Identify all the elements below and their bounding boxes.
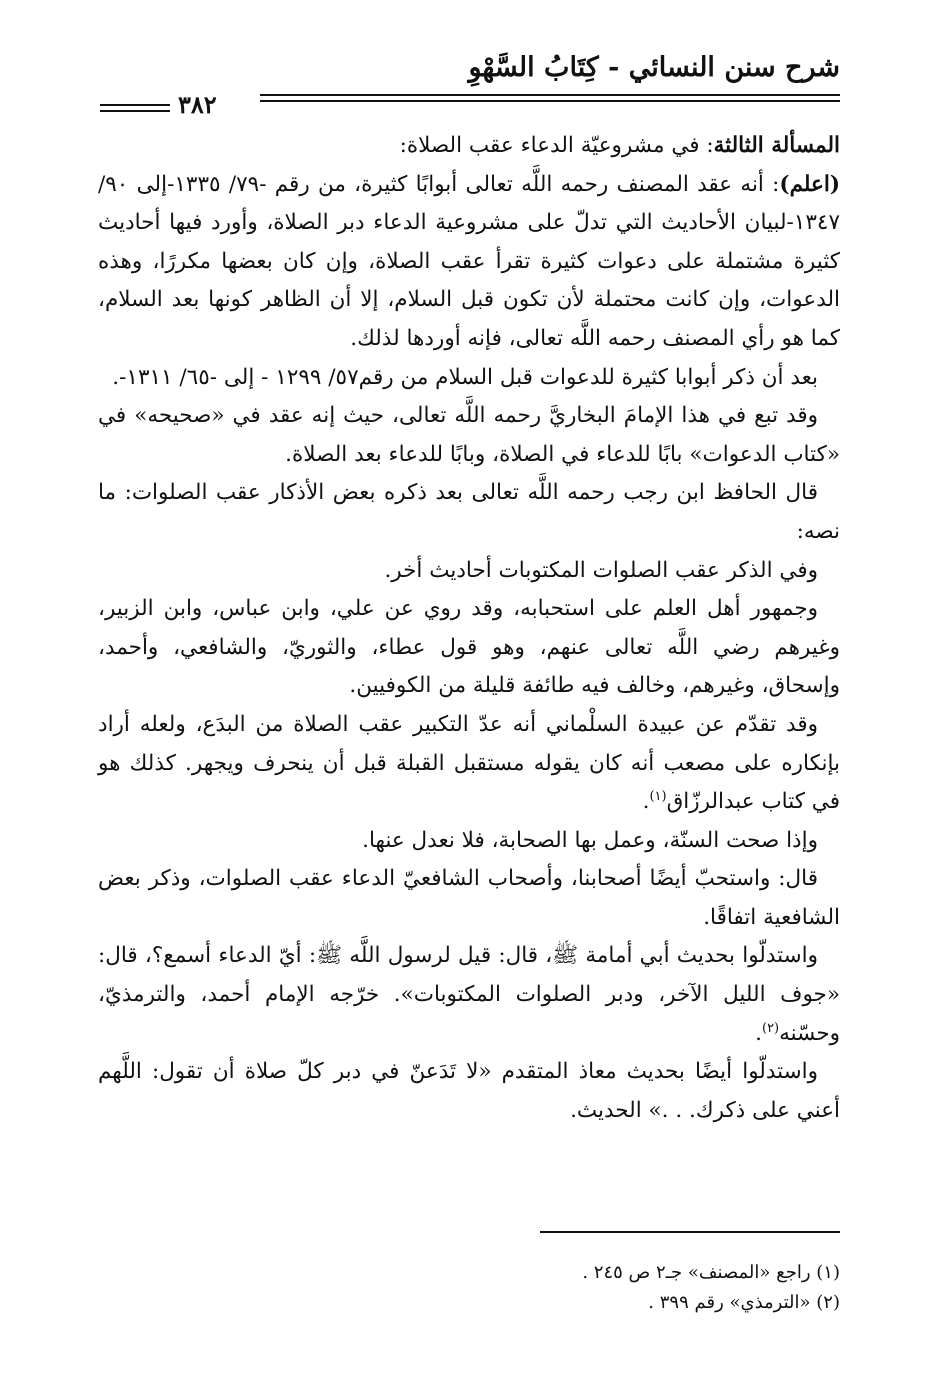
page-header — [100, 52, 840, 122]
footnote-ref-2[interactable]: (٢) — [761, 1020, 780, 1036]
paragraph: وفي الذكر عقب الصلوات المكتوبات أحاديث أخر. — [384, 557, 818, 583]
paragraph: قال الحافظ ابن رجب رحمه اللَّه تعالى بعد ذكره بعض الأذكار عقب الصلوات: ما نصه: — [98, 480, 840, 544]
footnote-2: (٢) «الترمذي» رقم ٣٩٩ . — [648, 1292, 840, 1313]
footnotes — [100, 1258, 840, 1318]
issue-heading: المسألة الثالثة — [713, 133, 840, 158]
running-title: شرح سنن النسائي - كِتَابُ السَّهْوِ — [468, 52, 840, 83]
page-number: ٣٨٢ — [178, 90, 217, 119]
paragraph-issue-heading — [98, 127, 840, 166]
know-text: : أنه عقد المصنف رحمه اللَّه تعالى أبوابًا كثيرة، من رقم -٧٩/ ١٣٣٥-إلى ٩٠/ ١٣٤٧-لبيان الأحاديث التي تدلّ على مشروعية الدعاء دبر الصلاة، وأورد فيها أحاديث كثيرة مشتملة على دعوات كثيرة تقرأ عقب الصلاة، وإن كان بعضها مكررًا، وهذه الدعوات، وإن كانت محتملة لأن تكون قبل السلام، إلا أن الظاهر كونها بعد السلام، كما هو رأي المصنف رحمه اللَّه تعالى، فإنه أوردها لذلك. — [98, 171, 840, 351]
main-text — [98, 127, 840, 1130]
paragraph-text: وقد تقدّم عن عبيدة السلْماني أنه عدّ التكبير عقب الصلاة من البدَع، ولعله أراد بإنكاره على مصعب أنه كان يقوله مستقبل القبلة قبل أن ينحرف ويجهر. كذلك هو في كتاب عبدالرزّاق — [98, 711, 840, 815]
paragraph-know — [98, 166, 840, 359]
paragraph: وإذا صحت السنّة، وعمل بها الصحابة، فلا نعدل عنها. — [362, 827, 818, 853]
footnote-1: (١) راجع «المصنف» جـ٢ ص ٢٤٥ . — [582, 1262, 840, 1283]
paragraph: بعد أن ذكر أبوابا كثيرة للدعوات قبل السلام من رقم٥٧/ ١٢٩٩ - إلى -٦٥/ ١٣١١-. — [112, 364, 818, 390]
paragraph: واستدلّوا أيضًا بحديث معاذ المتقدم «لا تَدَعنّ في دبر كلّ صلاة أن تقول: اللَّهم أعني على ذكرك. . .» الحديث. — [98, 1059, 840, 1123]
know-label: (اعلم) — [779, 171, 840, 197]
paragraph — [98, 706, 840, 822]
header-rule — [100, 92, 840, 118]
footnote-separator — [540, 1231, 840, 1233]
issue-heading-text: : في مشروعيّة الدعاء عقب الصلاة: — [399, 133, 714, 158]
header-double-rule — [260, 94, 840, 102]
paragraph: وقد تبع في هذا الإمامَ البخاريَّ رحمه اللَّه تعالى، حيث إنه عقد في «صحيحه» في «كتاب الدعوات» بابًا للدعاء في الصلاة، وبابًا للدعاء بعد الصلاة. — [98, 403, 840, 467]
paragraph-text: واستدلّوا بحديث أبي أمامة ﷺ، قال: قيل لرسول اللَّه ﷺ: أيّ الدعاء أسمع؟، قال: «جوف الليل الآخر، ودبر الصلوات المكتوبات». خرّجه الإمام أحمد، والترمذيّ، وحسّنه — [98, 943, 840, 1046]
paragraph: قال: واستحبّ أيضًا أصحابنا، وأصحاب الشافعيّ الدعاء عقب الصلوات، وذكر بعض الشافعية اتفاقًا. — [98, 866, 840, 930]
paragraph: وجمهور أهل العلم على استحبابه، وقد روي عن علي، وابن عباس، وابن الزبير، وغيرهم رضي اللَّه تعالى عنهم، وهو قول عطاء، والثوريّ، والشافعي، وأحمد، وإسحاق، وغيرهم، وخالف فيه طائفة قليلة من الكوفيين. — [98, 596, 840, 699]
page-number-rule — [100, 104, 170, 112]
paragraph-end: . — [755, 1020, 762, 1046]
paragraph — [98, 937, 840, 1053]
footnote-ref-1[interactable]: (١) — [649, 788, 667, 804]
paragraph-end: . — [642, 789, 650, 815]
